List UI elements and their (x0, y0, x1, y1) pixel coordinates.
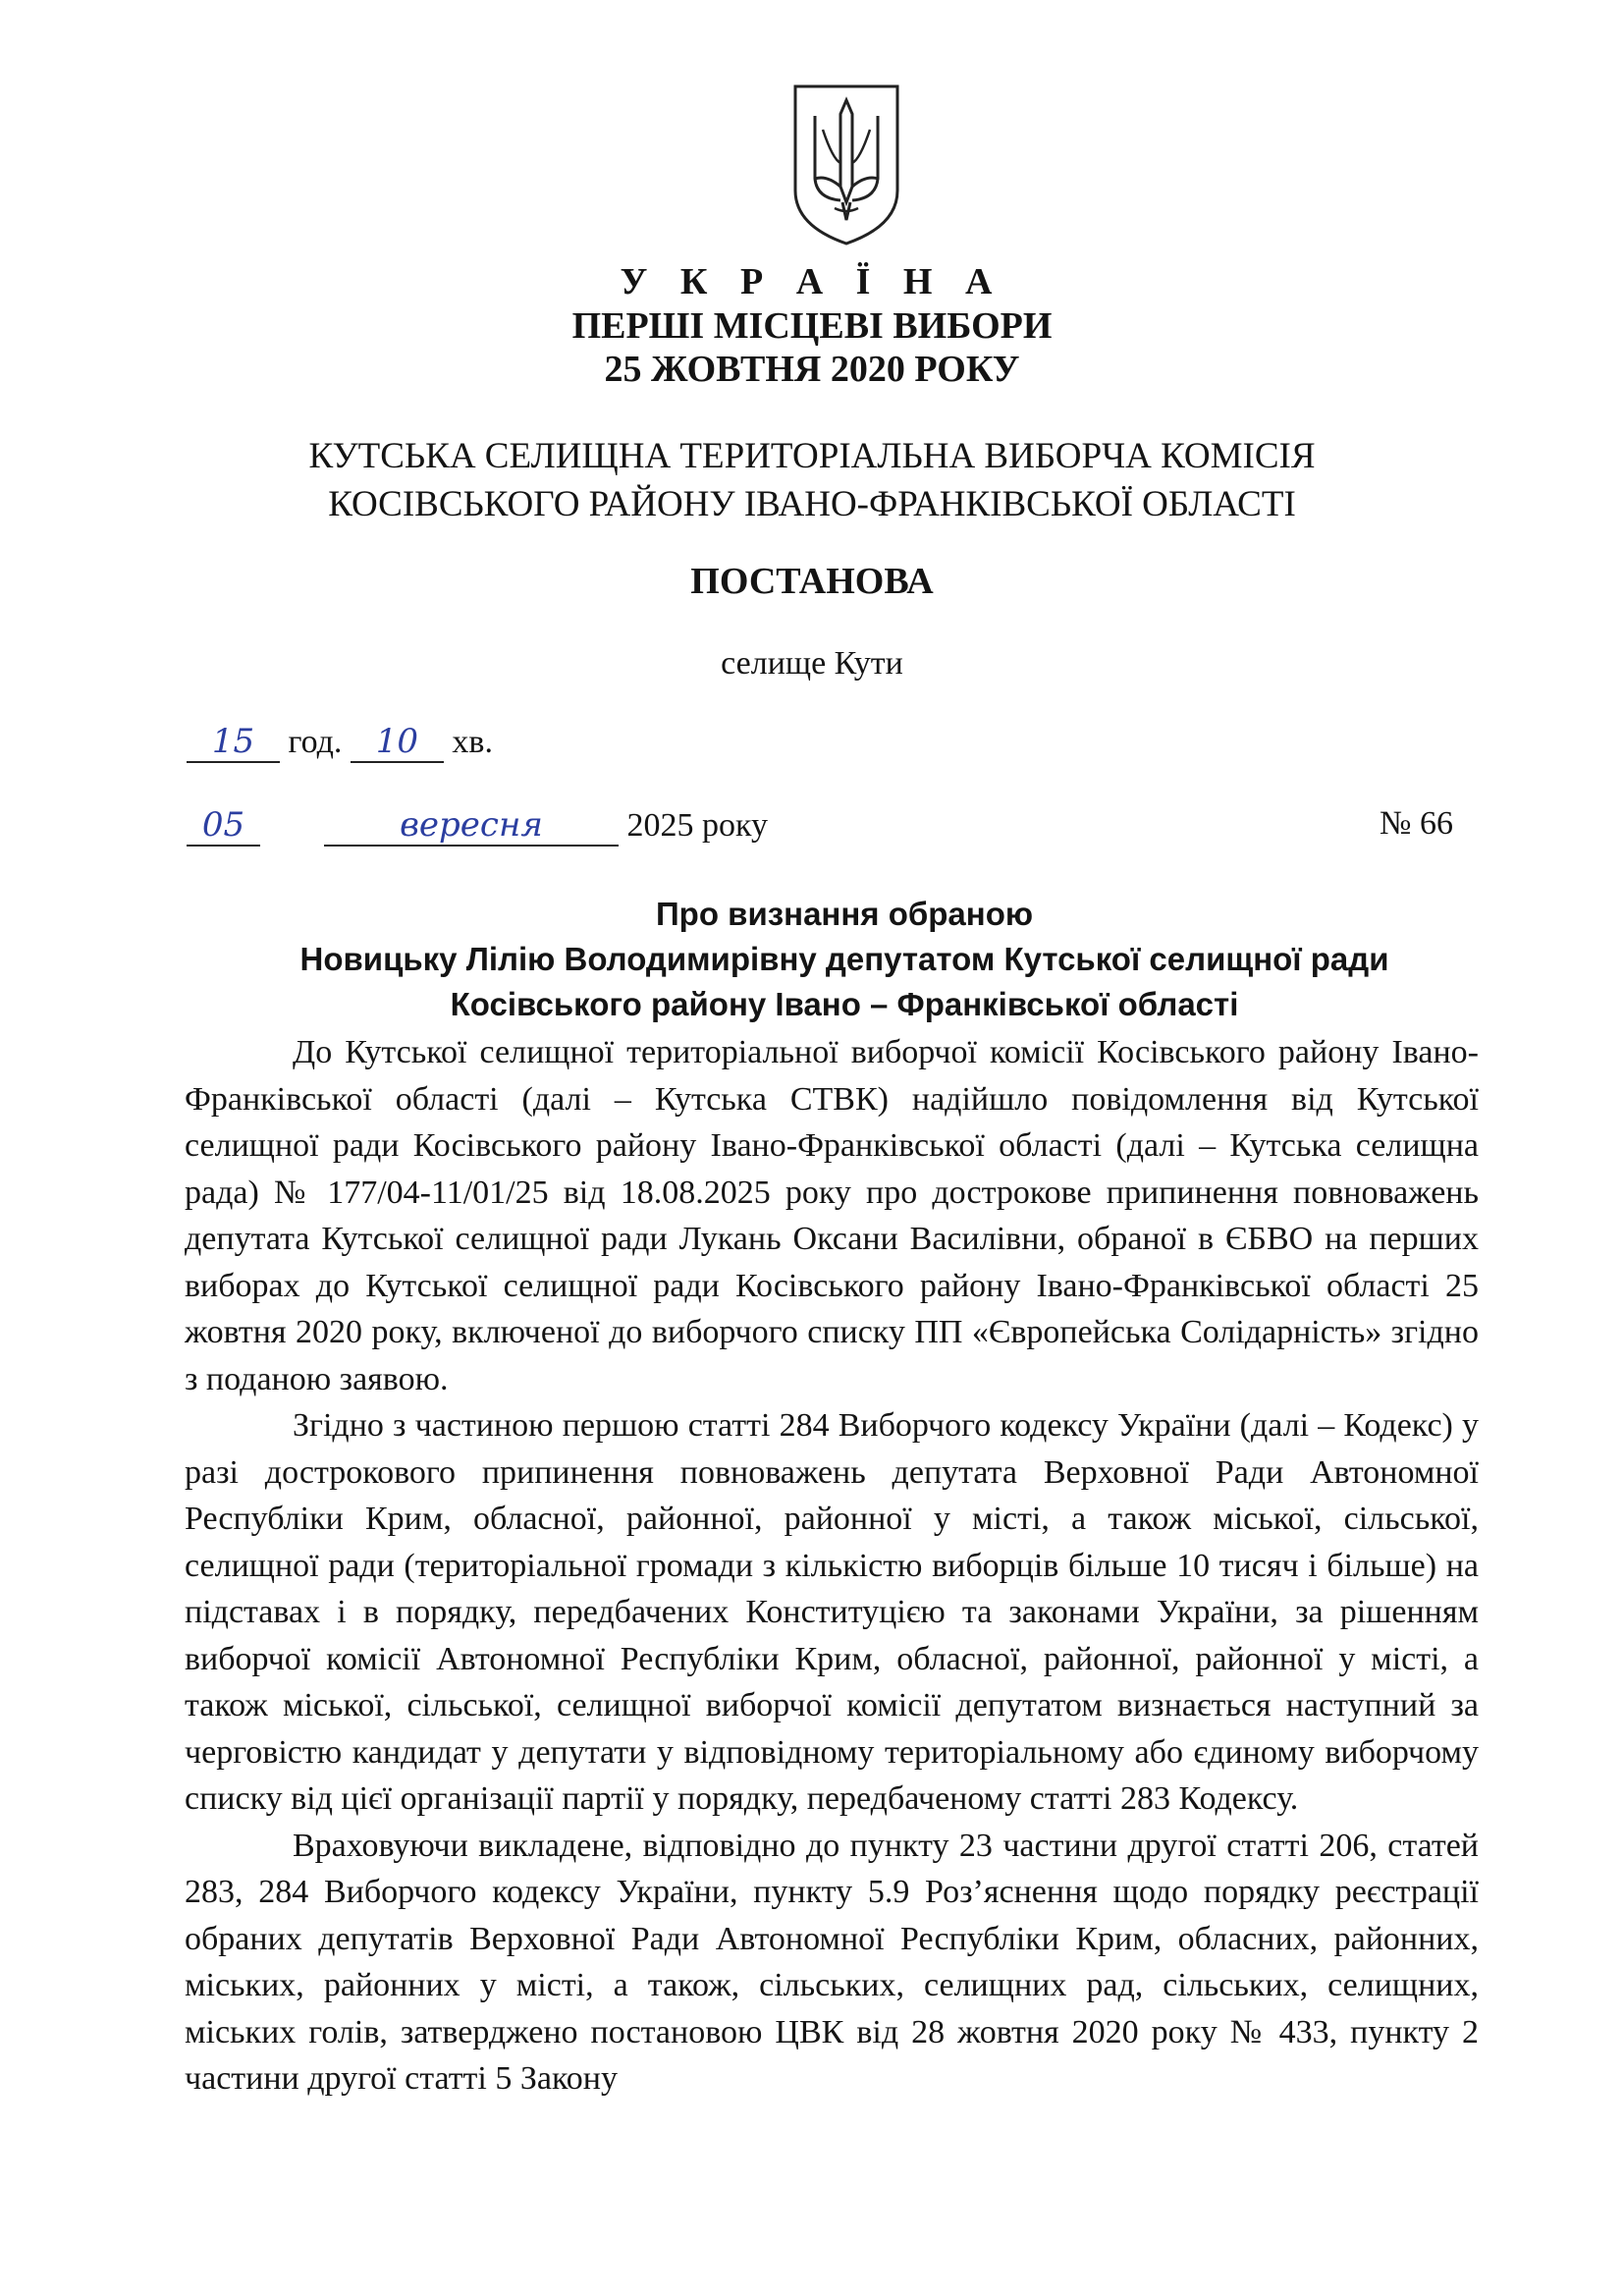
minutes-handwritten: 10 (351, 722, 444, 763)
resolution-body (185, 1029, 1479, 2103)
trident-coat-of-arms-icon (787, 81, 905, 247)
title-line-1: Про визнання обраною (655, 896, 1034, 932)
resolution-title (177, 892, 1512, 1027)
commission-line-2: КОСІВСЬКОГО РАЙОНУ ІВАНО-ФРАНКІВСЬКОЇ ОБЛАСТІ (328, 484, 1296, 524)
date-line (187, 805, 1453, 847)
minutes-label: хв. (452, 724, 493, 760)
hours-handwritten: 15 (187, 722, 280, 763)
time-line (187, 722, 493, 763)
place-of-issue: селище Кути (721, 645, 903, 682)
title-line-2: Новицьку Лілію Володимирівну депутатом Кутської селищної ради (299, 941, 1389, 977)
body-paragraph-3: Враховуючи викладене, відповідно до пункту 23 частини другої статті 206, статей 283, 284 Виборчого кодексу України, пункту 5.9 Роз’яснення щодо порядку реєстрації обраних депутатів Верховної Ради Автономної Республіки Крим, обласних, районних, міських, районних у місті, а також, сільських, селищних рад, сільських, селищних, міських голів, затверджено постановою ЦВК від 28 жовтня 2020 року № 433, пункту 2 частини другої статті 5 Закону (185, 1827, 1479, 2097)
year-label: 2025 року (626, 807, 769, 844)
document-type: ПОСТАНОВА (690, 561, 934, 602)
day-handwritten: 05 (187, 805, 260, 847)
commission-line-1: КУТСЬКА СЕЛИЩНА ТЕРИТОРІАЛЬНА ВИБОРЧА КОМІСІЯ (308, 436, 1316, 476)
title-line-3: Косівського району Івано – Франківської області (450, 986, 1239, 1022)
body-paragraph-2: Згідно з частиною першою статті 284 Виборчого кодексу України (далі – Кодекс) у разі дострокового припинення повноважень депутата Верховної Ради Автономної Республіки Крим, обласної, районної, районної у місті, а також міської, сільської, селищної ради (територіальної громади з кількістю виборців більше 10 тисяч і більше) на підставах і в порядку, передбачених Конституцією та законами України, за рішенням виборчої комісії Автономної Республіки Крим, обласної, районної, районної у місті, а також міської, сільської, селищної виборчої комісії депутатом визнається наступний за черговістю кандидат у депутати у відповідному територіальному або єдиному виборчому списку від цієї організації партії у порядку, передбаченому статті 283 Кодексу. (185, 1407, 1479, 1817)
election-heading: ПЕРШІ МІСЦЕВІ ВИБОРИ (571, 305, 1053, 347)
month-handwritten: вересня (324, 805, 619, 847)
body-paragraph-1: До Кутської селищної територіальної виборчої комісії Косівського району Івано-Франківської області (далі – Кутська СТВК) надійшло повідомлення від Кутської селищної ради Косівського району Івано-Франківської області (далі – Кутська селищна рада) № 177/04-11/01/25 від 18.08.2025 року про дострокове припинення повноважень депутата Кутської селищної ради Лукань Оксани Василівни, обраної в ЄБВО на перших виборах до Кутської селищної ради Косівського району Івано-Франківської області 25 жовтня 2020 року, включеної до виборчого списку ПП «Європейська Солідарність» згідно з поданою заявою. (185, 1034, 1479, 1397)
resolution-number: № 66 (1380, 805, 1453, 842)
election-date-heading: 25 ЖОВТНЯ 2020 РОКУ (604, 349, 1020, 390)
commission-name (0, 432, 1624, 528)
country-heading: У К Р А Ї Н А (620, 261, 1004, 302)
hours-label: год. (288, 724, 343, 760)
